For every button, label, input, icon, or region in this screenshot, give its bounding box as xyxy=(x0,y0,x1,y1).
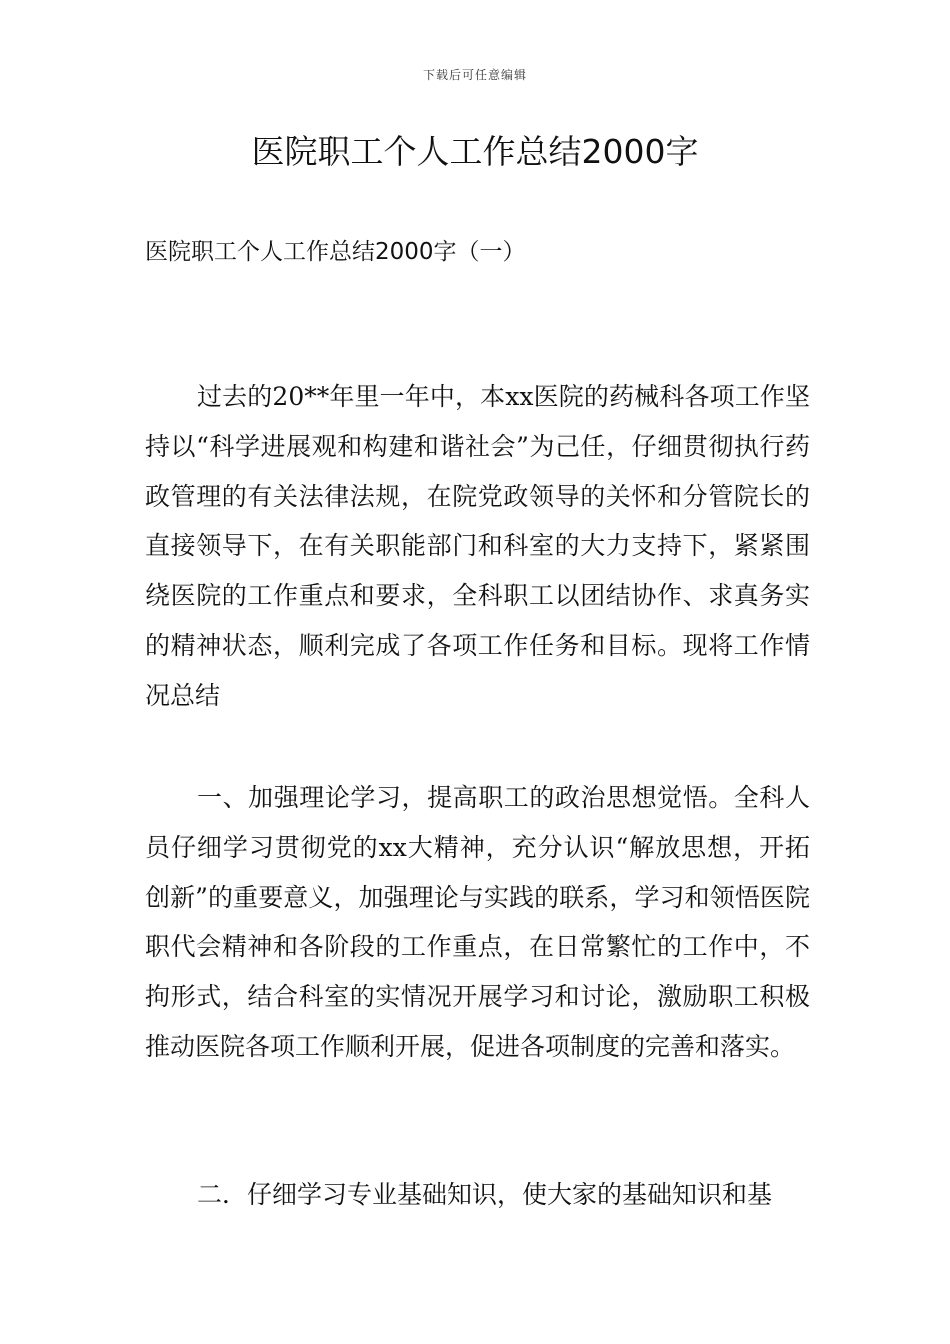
paragraph-section-one: 一、加强理论学习，提高职工的政治思想觉悟。全科人员仔细学习贯彻党的xx大精神，充分认识“解放思想，开拓创新”的重要意义，加强理论与实践的联系，学习和领悟医院职代会精神和各阶段的工作重点，在日常繁忙的工作中，不拘形式，结合科室的实情况开展学习和讨论，激励职工积极推动医院各项工作顺利开展，促进各项制度的完善和落实。 xyxy=(145,783,810,1061)
document-title: 医院职工个人工作总结2000字 xyxy=(251,132,699,171)
paragraph-section-two: 二．仔细学习专业基础知识，使大家的基础知识和基 xyxy=(197,1180,773,1209)
paragraph-intro: 过去的20**年里一年中，本xx医院的药械科各项工作坚持以“科学进展观和构建和谐社会”为己任，仔细贯彻执行药政管理的有关法律法规，在院党政领导的关怀和分管院长的直接领导下，在有关职能部门和科室的大力支持下，紧紧围绕医院的工作重点和要求，全科职工以团结协作、求真务实的精神状态，顺利完成了各项工作任务和目标。现将工作情况总结 xyxy=(145,382,810,710)
header-note: 下载后可任意编辑 xyxy=(422,68,527,82)
section-subtitle: 医院职工个人工作总结2000字（一） xyxy=(145,239,526,265)
